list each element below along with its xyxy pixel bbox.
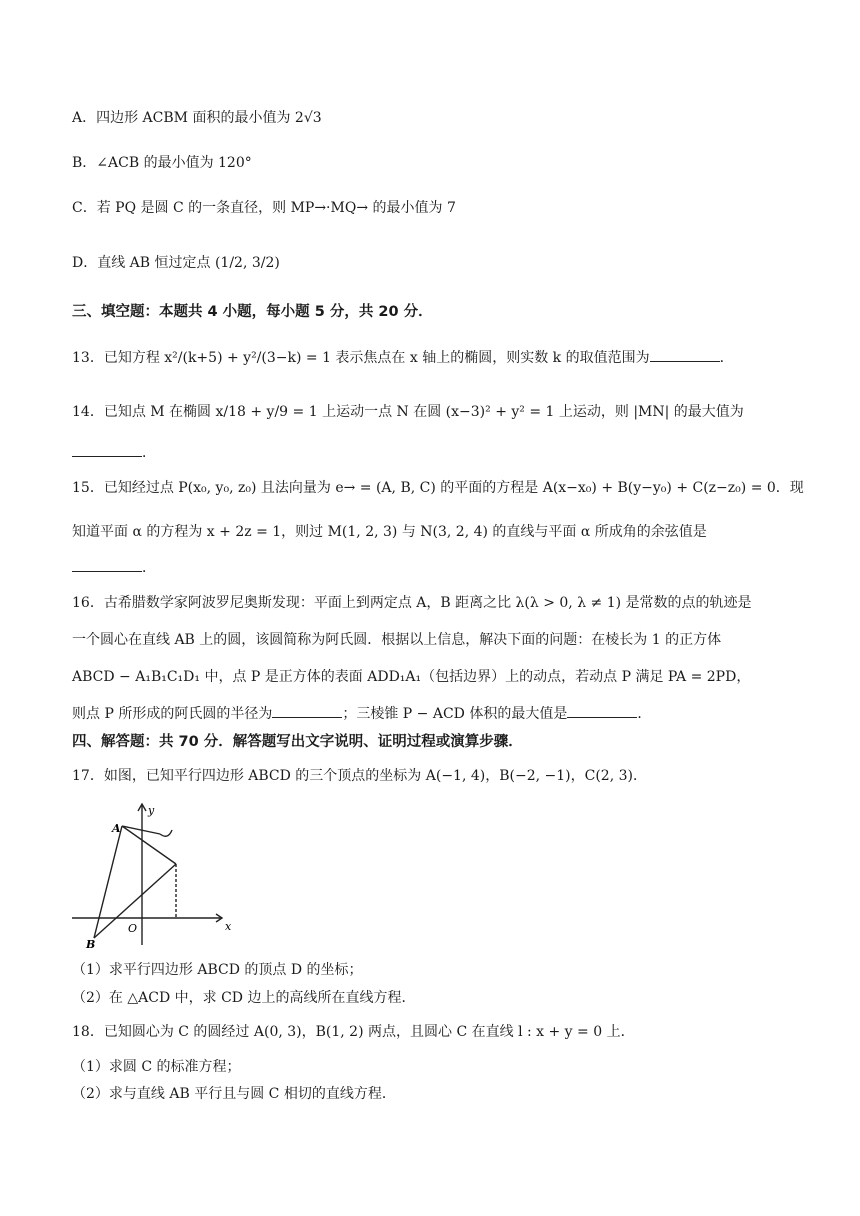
question-14-blank-line: ． [72, 442, 156, 463]
question-16-text-b: ；三棱锥 P − ACD 体积的最大值是 [342, 706, 568, 722]
option-c [72, 198, 456, 218]
answer-blank [72, 557, 142, 572]
option-a [72, 108, 322, 128]
question-14 [72, 402, 744, 422]
question-15-line-2: 知道平面 α 的方程为 x + 2z = 1，则过 M(1, 2, 3) 与 N(3, 2, 4) 的直线与平面 α 所成角的余弦值是 [72, 524, 707, 540]
question-18-part-2: （2）求与直线 AB 平行且与圆 C 相切的直线方程． [72, 1086, 396, 1102]
question-18-part-1: （1）求圆 C 的标准方程； [72, 1059, 241, 1075]
question-14-text: 14．已知点 M 在椭圆 x/18 + y/9 = 1 上运动一点 N 在圆 (x−3)² + y² = 1 上运动，则 |MN| 的最大值为 [72, 404, 744, 420]
option-b-text: B．∠ACB 的最小值为 120° [72, 155, 252, 171]
question-13-text: 13．已知方程 x²/(k+5) + y²/(3−k) = 1 表示焦点在 x 轴上的椭圆，则实数 k 的取值范围为 [72, 350, 650, 366]
section-4-heading: 四、解答题：共 70 分．解答题写出文字说明、证明过程或演算步骤． [72, 734, 523, 750]
question-13: 13．已知方程 x²/(k+5) + y²/(3−k) = 1 表示焦点在 x 轴上的椭圆，则实数 k 的取值范围为 ． [72, 347, 734, 368]
origin-label: O [128, 922, 138, 935]
option-c-text: C．若 PQ 是圆 C 的一条直径，则 MP→·MQ→ 的最小值为 7 [72, 200, 456, 216]
x-axis-label: x [225, 920, 232, 933]
answer-blank [650, 347, 720, 362]
answer-blank [567, 703, 637, 718]
option-b [72, 153, 252, 173]
question-16-line-1: 16．古希腊数学家阿波罗尼奥斯发现：平面上到两定点 A，B 距离之比 λ(λ > 0, λ ≠ 1) 是常数的点的轨迹是 [72, 595, 752, 611]
question-18: 18．已知圆心为 C 的圆经过 A(0, 3)，B(1, 2) 两点，且圆心 C 在直线 l : x + y = 0 上． [72, 1024, 635, 1040]
question-15-line-1: 15．已知经过点 P(x₀, y₀, z₀) 且法向量为 e→ = (A, B, C) 的平面的方程是 A(x−x₀) + B(y−y₀) + C(z−z₀) = 0．现 [72, 480, 804, 496]
option-d [72, 253, 280, 273]
answer-blank [272, 703, 342, 718]
option-d-text: D．直线 AB 恒过定点 (1/2, 3/2) [72, 255, 280, 271]
section-3-heading: 三、填空题：本题共 4 小题，每小题 5 分，共 20 分． [72, 304, 433, 320]
side-ab [94, 826, 122, 938]
question-16-text-a: 则点 P 所形成的阿氏圆的半径为 [72, 706, 273, 722]
question-16-line-2: 一个圆心在直线 AB 上的圆，该圆简称为阿氏圆．根据以上信息，解决下面的问题：在棱长为 1 的正方体 [72, 632, 722, 648]
question-17-part-1: （1）求平行四边形 ABCD 的顶点 D 的坐标； [72, 962, 363, 978]
sketch-arc [160, 830, 172, 836]
question-16-line-3: ABCD − A₁B₁C₁D₁ 中，点 P 是正方体的表面 ADD₁A₁（包括边界）上的动点，若动点 P 满足 PA = 2PD， [72, 669, 751, 685]
question-17: 17．如图，已知平行四边形 ABCD 的三个顶点的坐标为 A(−1, 4)，B(−2, −1)，C(2, 3)． [72, 768, 647, 784]
parallelogram-figure [72, 800, 232, 950]
question-17-part-2: （2）在 △ACD 中，求 CD 边上的高线所在直线方程． [72, 990, 416, 1006]
y-axis-label: y [148, 804, 155, 817]
point-a-label: A [112, 822, 121, 835]
option-a-text: A．四边形 ACBM 面积的最小值为 2√3 [72, 110, 322, 126]
answer-blank [72, 442, 142, 457]
question-15-blank-line: ． [72, 557, 156, 578]
question-16-line-4: 则点 P 所形成的阿氏圆的半径为 ；三棱锥 P − ACD 体积的最大值是 ． [72, 703, 651, 724]
point-b-label: B [86, 938, 96, 950]
